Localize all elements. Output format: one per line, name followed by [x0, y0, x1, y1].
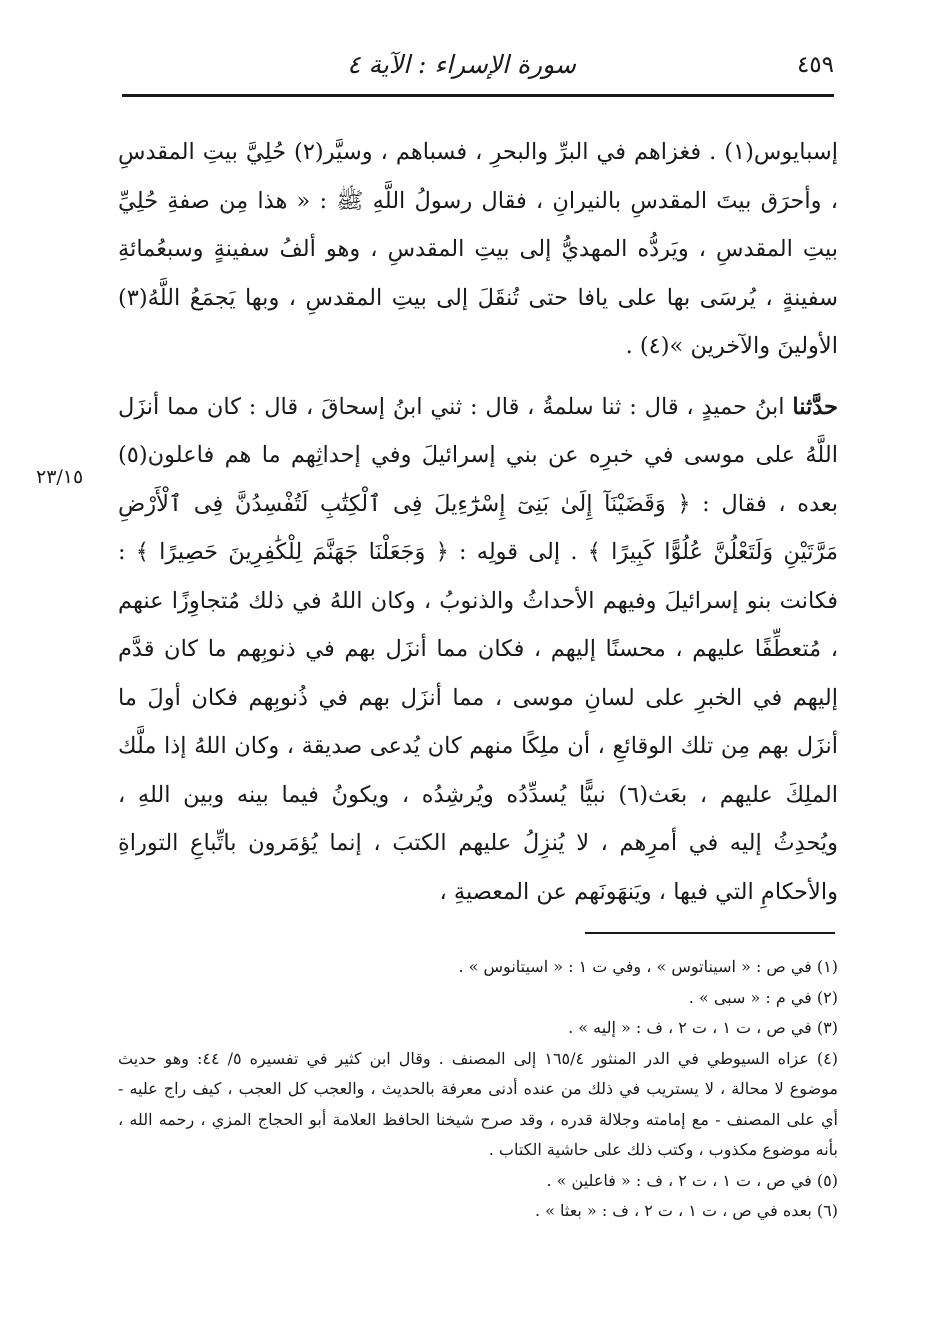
footnote-2: (٢) في م : « سبى » . — [688, 987, 838, 1007]
header-rule — [122, 94, 834, 97]
footnote-6: (٦) بعده في ص ، ت ١ ، ت ٢ ، ف : « بعثا » . — [534, 1201, 838, 1220]
page-header — [122, 48, 834, 88]
footnote-rule — [585, 932, 835, 934]
paragraph-2-text: ابنُ حميدٍ ، قال : ثنا سلمةُ ، قال : ثني ابنُ إسحاقَ ، قال : كان مما أنزَل اللَّهُ على موسى في خبرِه عن بني إسرائيلَ وفي إحداثِهم ما هم فاعلون(٥) بعده ، فقال : ﴿ وَقَضَيْنَآ إِلَىٰ بَنِىٓ إِسْرَٰٓءِيلَ فِى ٱلْكِتَٰبِ لَتُفْسِدُنَّ فِى ٱلْأَرْضِ مَرَّتَيْنِ وَلَتَعْلُنَّ عُلُوًّا كَبِيرًا ﴾ . إلى قولِه : ﴿ وَجَعَلْنَا جَهَنَّمَ لِلْكَٰفِرِينَ حَصِيرًا ﴾ : فكانت بنو إسرائيلَ وفيهم الأحداثُ والذنوبُ ، وكان اللهُ في ذلك مُتجاوِزًا عنهم ، مُتعطِّفًا عليهم ، محسنًا إليهم ، فكان مما أنزَل بهم في ذنوبِهم ما كان قدَّم إليهم في الخبرِ على لسانِ موسى ، مما أنزَل بهم في ذُنوبِهم فكان أولَ ما أنزَل بهم مِن تلك الوقائعِ ، أن ملِكًا منهم كان يُدعى صديقة ، وكان اللهُ إذا ملَّك الملِكَ عليهم ، بعَث(٦) نبيًّا يُسدِّدُه ويُرشِدُه ، ويكونُ فيما بينه وبين اللهِ ، ويُحدِثُ إليه في أمرِهم ، لا يُنزِلُ عليهم الكتبَ ، إنما يُؤمَرون باتِّباعِ التوراةِ والأحكامِ التي فيها ، ويَنهَونَهم عن المعصيةِ ، — [118, 393, 838, 905]
main-text — [118, 128, 838, 916]
paragraph-2-lead: حدَّثنا — [792, 393, 838, 420]
paragraph-1: إسبايوس(١) . فغزاهم في البرِّ والبحرِ ، فسباهم ، وسيَّر(٢) حُلِيَّ بيتِ المقدسِ ، وأحرَق بيتَ المقدسِ بالنيرانِ ، فقال رسولُ اللَّهِ ﷺ : « هذا مِن صفةِ حُلِيِّ بيتِ المقدسِ ، ويَردُّه المهديُّ إلى بيتِ المقدسِ ، وهو ألفُ سفينةٍ وسبعُمائةِ سفينةٍ ، يُرسَى بها على يافا حتى تُنقَلَ إلى بيتِ المقدسِ ، وبها يَجمَعُ اللَّهُ(٣) الأولينَ والآخرين »(٤) . — [118, 139, 838, 359]
running-title: سورة الإسراء : الآية ٤ — [347, 50, 576, 79]
footnote-3: (٣) في ص ، ت ١ ، ت ٢ ، ف : « إليه » . — [568, 1018, 838, 1037]
footnote-4: (٤) عزاه السيوطي في الدر المنثور ١٦٥/٤ إلى المصنف . وقال ابن كثير في تفسيره ٥/ ٤٤: وهو حديث موضوع لا محالة ، لا يستريب في ذلك من عنده أدنى معرفة بالحديث ، والعجب كل العجب ، كيف راج عليه - أي على المصنف - مع إمامته وجلالة قدره ، وقد صرح شيخنا الحافظ العلامة أبو الحجاج المزي ، رحمه الله ، بأنه موضوع مكذوب ، وكتب ذلك على حاشية الكتاب . — [118, 1048, 839, 1159]
footnote-1: (١) في ص : « اسيناتوس » ، وفي ت ١ : « اسيتانوس » . — [458, 957, 838, 976]
paragraph-2 — [118, 383, 838, 917]
margin-reference: ٢٣/١٥ — [36, 466, 84, 488]
page-number: ٤٥٩ — [796, 52, 834, 78]
footnote-5: (٥) في ص ، ت ١ ، ت ٢ ، ف : « فاعلين » . — [546, 1170, 838, 1190]
footnotes — [118, 952, 838, 1227]
